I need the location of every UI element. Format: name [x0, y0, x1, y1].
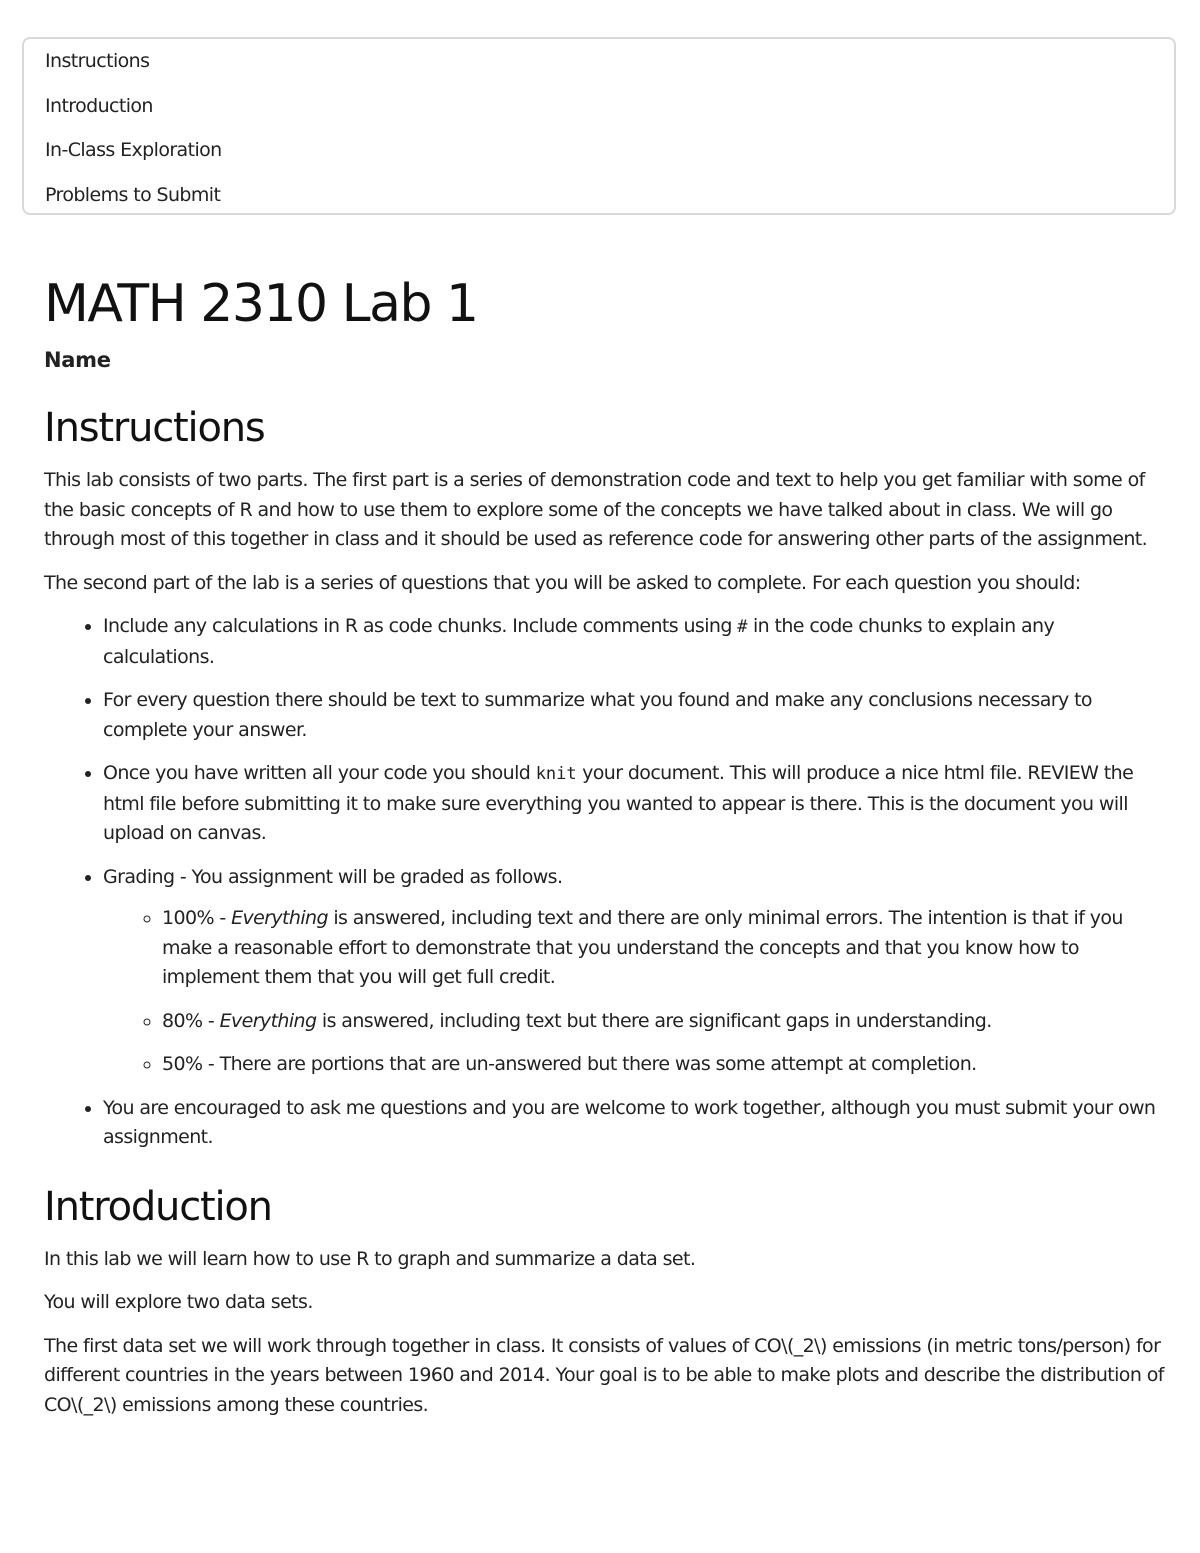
instructions-heading: Instructions	[44, 405, 265, 451]
toc-link-problems-to-submit[interactable]: Problems to Submit	[45, 183, 221, 206]
introduction-heading: Introduction	[44, 1183, 272, 1230]
author-name: Name	[44, 348, 111, 372]
document-body	[44, 268, 1164, 1434]
bullet-text: in the code chunks to explain any calculations.	[103, 615, 1055, 668]
table-of-contents	[22, 37, 1176, 215]
toc-link-in-class-exploration[interactable]: In-Class Exploration	[45, 139, 222, 161]
toc-link-instructions[interactable]: Instructions	[45, 50, 150, 72]
page-title: MATH 2310 Lab 1	[44, 274, 478, 334]
introduction-paragraph-2: You will explore two data sets.	[44, 1291, 313, 1313]
introduction-section	[44, 1179, 1164, 1421]
list-item	[162, 1050, 1164, 1080]
inline-code: #	[737, 617, 748, 637]
grade-text: 80% -	[162, 1009, 220, 1032]
list-item	[103, 1094, 1164, 1153]
emphasis-text: Everything	[231, 907, 328, 929]
list-item	[103, 759, 1164, 849]
bullet-text: Grading - You assignment will be graded as follows.	[103, 865, 563, 888]
introduction-paragraph-3: The first data set we will work through together in class. It consists of values of CO\(_2\) emissions (in metric tons/person) for different countries in the years between 1960 and 2014. Your goal is to be able to make plots and describe the distribution of CO\(_2\) emissions among these countries.	[44, 1334, 1164, 1416]
bullet-text: your document. This will produce a nice html file. REVIEW the html file before submitting it to make sure everything you wanted to appear is there. This is the document you will upload on canvas.	[103, 762, 1134, 844]
list-item	[103, 686, 1164, 745]
list-item	[162, 904, 1164, 993]
grade-text: is answered, including text but there are significant gaps in understanding.	[316, 1009, 992, 1032]
instructions-list	[44, 612, 1164, 1153]
grade-text: is answered, including text and there are only minimal errors. The intention is that if you make a reasonable effort to demonstrate that you understand the concepts and that you know how to implement them that you will get full credit.	[162, 907, 1123, 988]
list-item	[162, 1007, 1164, 1037]
grading-list	[103, 904, 1164, 1080]
list-item	[103, 863, 1164, 1080]
bullet-text: Include any calculations in R as code chunks. Include comments using	[103, 615, 738, 637]
inline-code: knit	[535, 764, 577, 784]
list-item	[103, 612, 1164, 672]
instructions-paragraph-2: The second part of the lab is a series of questions that you will be asked to complete. For each question you should:	[44, 571, 1081, 594]
grade-text: 50% - There are portions that are un-answered but there was some attempt at completion.	[162, 1053, 977, 1075]
bullet-text: Once you have written all your code you should	[103, 762, 536, 784]
emphasis-text: Everything	[219, 1009, 317, 1032]
introduction-paragraph-1: In this lab we will learn how to use R to graph and summarize a data set.	[44, 1247, 696, 1270]
bullet-text: For every question there should be text to summarize what you found and make any conclusions necessary to complete your answer.	[103, 689, 1092, 741]
instructions-section	[44, 400, 1164, 1153]
instructions-paragraph-1: This lab consists of two parts. The first part is a series of demonstration code and text to help you get familiar with some of the basic concepts of R and how to use them to explore some of the concepts we have talked about in class. We will go through most of this together in class and it should be used as reference code for answering other parts of the assignment.	[44, 469, 1148, 550]
toc-link-introduction[interactable]: Introduction	[45, 94, 153, 117]
grade-text: 100% -	[162, 907, 232, 929]
bullet-text: You are encouraged to ask me questions and you are welcome to work together, although you must submit your own assignment.	[103, 1096, 1156, 1148]
